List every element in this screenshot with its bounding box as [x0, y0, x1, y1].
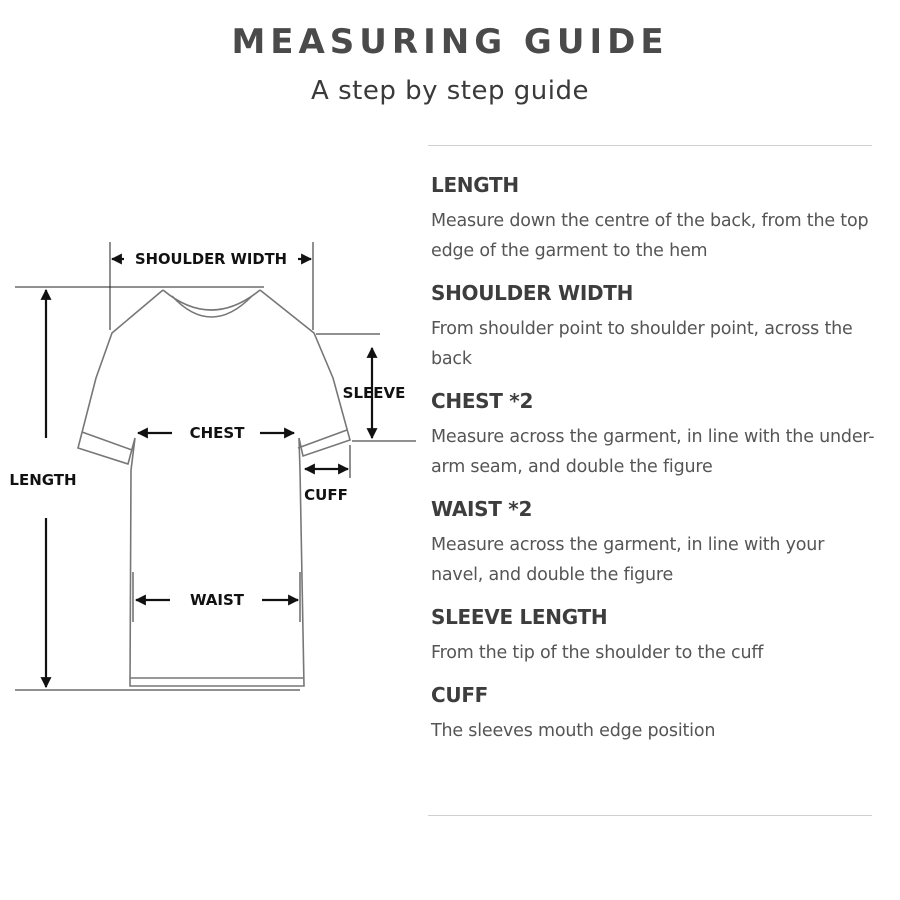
page-title: MEASURING GUIDE — [231, 22, 669, 62]
guide-item-waist — [431, 496, 876, 590]
shoulder-width-label: SHOULDER WIDTH — [135, 250, 287, 268]
measurement-guide-list — [431, 172, 876, 760]
guide-item-heading: LENGTH — [431, 173, 519, 197]
guide-item-description: From the tip of the shoulder to the cuff — [431, 643, 764, 663]
guide-item-sleeve-length — [431, 604, 876, 668]
page-subtitle: A step by step guide — [311, 76, 589, 106]
guide-item-cuff — [431, 682, 876, 746]
length-label: LENGTH — [9, 471, 77, 489]
guide-item-heading: CUFF — [431, 683, 489, 707]
cuff-label: CUFF — [304, 486, 348, 504]
guide-item-chest — [431, 388, 876, 482]
guide-item-description: Measure across the garment, in line with your navel, and double the figure — [431, 535, 825, 585]
guide-item-heading: WAIST *2 — [431, 497, 533, 521]
chest-label: CHEST — [189, 424, 245, 442]
guide-item-heading: SHOULDER WIDTH — [431, 281, 634, 305]
sleeve-label: SLEEVE — [342, 384, 406, 402]
guide-item-description: The sleeves mouth edge position — [431, 721, 716, 741]
guide-item-length — [431, 172, 876, 266]
guide-item-description: From shoulder point to shoulder point, across the back — [431, 319, 853, 369]
guide-item-shoulder-width — [431, 280, 876, 374]
guide-item-description: Measure across the garment, in line with the under-arm seam, and double the figure — [431, 427, 875, 477]
guide-item-heading: CHEST *2 — [431, 389, 534, 413]
bottom-divider — [428, 815, 872, 816]
top-divider — [428, 145, 872, 146]
waist-label: WAIST — [189, 591, 245, 609]
guide-item-heading: SLEEVE LENGTH — [431, 605, 608, 629]
guide-item-description: Measure down the centre of the back, from the top edge of the garment to the hem — [431, 211, 869, 261]
